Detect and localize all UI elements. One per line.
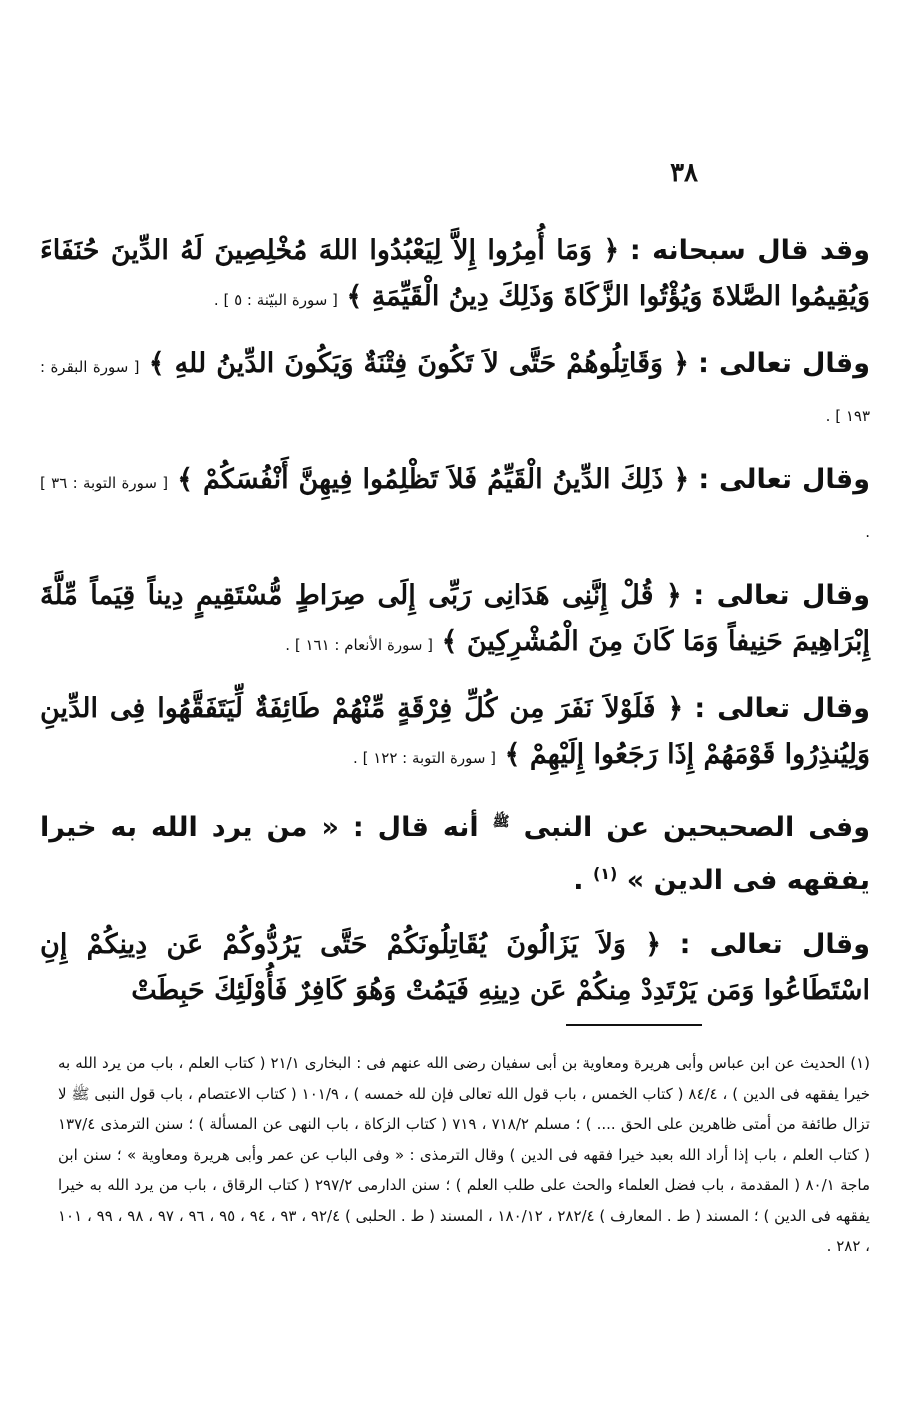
quran-verse: ﴿ قُلْ إِنَّنِى هَدَانِى رَبِّى إِلَى صِرَاطٍ مُّسْتَقِيمٍ دِيناً قِيَماً مِّلَّةَ إِبْرَاهِيمَ حَنِيفاً وَمَا كَانَ مِنَ الْمُشْرِكِينَ ﴾ — [40, 580, 870, 657]
hadith-text-before: وفى الصحيحين عن النبى — [523, 812, 871, 843]
paragraph-intro: وقال تعالى : — [694, 693, 870, 724]
paragraph-intro: وقد قال سبحانه : — [629, 235, 870, 266]
quran-verse: ﴿ وَقَاتِلُوهُمْ حَتَّى لاَ تَكُونَ فِتْنَةٌ وَيَكُونَ الدِّينُ للهِ ﴾ — [148, 348, 689, 379]
verse-paragraph-1 — [40, 228, 870, 323]
surah-reference: [ سورة التوبة : ١٢٢ ] . — [353, 749, 497, 767]
verse-paragraph-3 — [40, 457, 870, 555]
verse-paragraph-4 — [40, 573, 870, 668]
paragraph-intro: وقال تعالى : — [679, 929, 870, 960]
hadith-paragraph — [40, 799, 870, 904]
paragraph-intro: وقال تعالى : — [693, 580, 870, 611]
surah-reference: [ سورة البيّنة : ٥ ] . — [213, 291, 338, 309]
verse-paragraph-2 — [40, 341, 870, 439]
footnote-marker: (١) — [592, 864, 618, 883]
surah-reference: [ سورة التوبة : ٣٦ ] . — [40, 474, 870, 541]
quran-verse: ﴿ وَلاَ يَزَالُونَ يُقَاتِلُونَكُمْ حَتَّى يَرُدُّوكُمْ عَن دِينِكُمْ إِنِ اسْتَطَاعُوا وَمَن يَرْتَدِدْ مِنكُمْ عَن دِينِهِ فَيَمُتْ وَهُوَ كَافِرٌ فَأُوْلَئِكَ حَبِطَتْ — [40, 929, 870, 1006]
surah-reference: [ سورة البقرة : ١٩٣ ] . — [40, 358, 870, 425]
quran-verse: ﴿ فَلَوْلاَ نَفَرَ مِن كُلِّ فِرْقَةٍ مِّنْهُمْ طَائِفَةٌ لِّيَتَفَقَّهُوا فِى الدِّينِ وَلِيُنذِرُوا قَوْمَهُمْ إِذَا رَجَعُوا إِلَيْهِمْ ﴾ — [40, 693, 870, 770]
quran-verse: ﴿ ذَلِكَ الدِّينُ الْقَيِّمُ فَلاَ تَظْلِمُوا فِيهِنَّ أَنْفُسَكُمْ ﴾ — [177, 464, 690, 495]
salutation-glyph: ﷺ — [492, 814, 510, 830]
paragraph-intro: وقال تعالى : — [698, 464, 870, 495]
main-text — [40, 228, 870, 1032]
hadith-end: . — [573, 865, 584, 896]
page-number: ٣٨ — [670, 158, 698, 188]
footnote-separator — [566, 1024, 702, 1026]
footnote: (١) الحديث عن ابن عباس وأبى هريرة ومعاوية بن أبى سفيان رضى الله عنهم فى : البخارى ٢١/١ ( كتاب العلم ، باب من يرد الله به خيرا يفقهه فى الدين ) ، ٨٤/٤ ( كتاب الخمس ، باب قول الله تعالى فإن لله خمسه ) ، ١٠١/٩ ( كتاب الاعتصام ، باب قول النبى ﷺ لا تزال طائفة من أمتى ظاهرين على الحق .... ) ؛ مسلم ٧١٨/٢ ، ٧١٩ ( كتاب الزكاة ، باب النهى عن المسألة ) ؛ سنن الترمذى ١٣٧/٤ ( كتاب العلم ، باب إذا أراد الله بعبد خيرا فقهه فى الدين ) وقال الترمذى : « وفى الباب عن عمر وأبى هريرة ومعاوية » ؛ سنن ابن ماجة ٨٠/١ ( المقدمة ، باب فضل العلماء والحث على طلب العلم ) ؛ سنن الدارمى ٢٩٧/٢ ( كتاب الرقاق ، باب من يرد الله به خيرا يفقهه فى الدين ) ؛ المسند ( ط . المعارف ) ٢٨٢/٤ ، ١٨٠/١٢ ، المسند ( ط . الحلبى ) ٩٢/٤ ، ٩٣ ، ٩٤ ، ٩٥ ، ٩٦ ، ٩٧ ، ٩٨ ، ٩٩ ، ١٠١ ، ٢٨٢ . — [58, 1054, 871, 1255]
verse-paragraph-6 — [40, 922, 870, 1014]
verse-paragraph-5 — [40, 686, 870, 781]
quran-verse: ﴿ وَمَا أُمِرُوا إِلاَّ لِيَعْبُدُوا اللهَ مُخْلِصِينَ لَهُ الدِّينَ حُنَفَاءَ وَيُقِيمُوا الصَّلاةَ وَيُؤْتُوا الزَّكَاةَ وَذَلِكَ دِينُ الْقَيِّمَةِ ﴾ — [40, 235, 870, 312]
surah-reference: [ سورة الأنعام : ١٦١ ] . — [285, 636, 434, 654]
hadith-text-after: أنه قال : « من يرد الله به خيرا يفقهه فى الدين » — [40, 812, 870, 896]
paragraph-intro: وقال تعالى : — [698, 348, 870, 379]
